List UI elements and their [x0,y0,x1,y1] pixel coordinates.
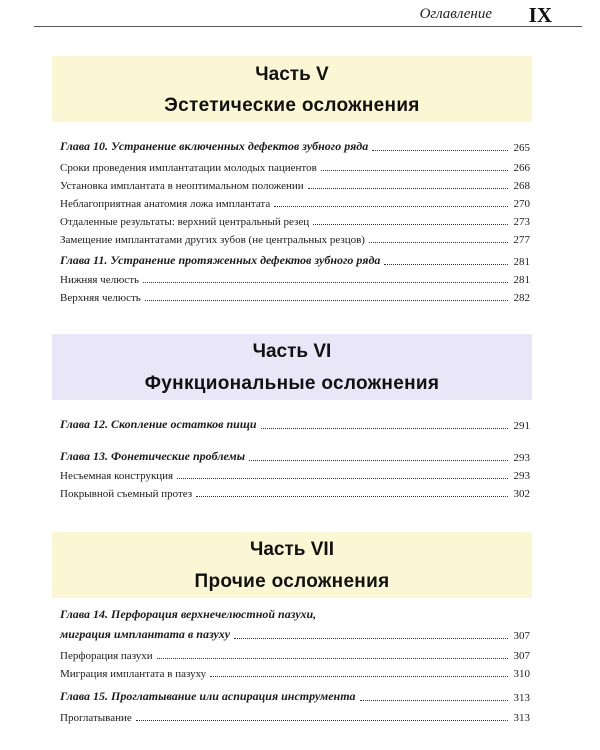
part-title: Прочие осложнения [194,571,390,592]
entry-text: Верхняя челюсть [60,292,141,304]
part-title: Функциональные осложнения [144,373,440,394]
leader-dots [157,658,508,659]
leader-dots [308,188,508,189]
part-vii-banner [52,532,532,598]
toc-chapter-14[interactable] [60,602,530,622]
toc-chapter-11[interactable] [60,248,530,268]
entry-page: 313 [513,692,530,704]
entry-page: 265 [513,142,530,154]
entry-text: Глава 13. Фонетические проблемы [60,449,246,463]
entry-page: 307 [513,650,530,662]
toc-entry[interactable] [60,462,530,482]
header-rule [34,26,582,27]
entry-text: Глава 11. Устранение протяженных дефектов зубного ряда [60,253,381,267]
entry-text: Несъемная конструкция [60,470,174,482]
part-title: Эстетические осложнения [164,95,420,116]
entry-text: Глава 15. Проглатывание или аспирация инструмента [60,689,356,703]
entry-text: Глава 12. Скопление остатков пищи [60,417,257,431]
toc-entry[interactable] [60,172,530,192]
leader-dots [321,170,508,171]
entry-text: Глава 10. Устранение включенных дефектов зубного ряда [60,139,369,153]
entry-page: 268 [513,180,530,192]
toc-entry[interactable] [60,226,530,246]
part-vi-banner [52,334,532,400]
leader-dots [196,496,507,497]
part-label: Часть VI [252,341,332,362]
entry-page: 293 [513,470,530,482]
page-number: IX [528,3,552,27]
leader-dots [136,720,508,721]
entry-text: Отдаленные результаты: верхний центральный резец [60,216,310,228]
toc-chapter-10[interactable] [60,134,530,154]
entry-text: Замещение имплантатами других зубов (не центральных резцов) [60,234,365,246]
entry-page: 307 [513,630,530,642]
entry-text: Проглатывание [60,712,132,724]
entry-page: 266 [513,162,530,174]
leader-dots [384,264,507,265]
toc-entry[interactable] [60,154,530,174]
leader-dots [369,242,508,243]
leader-dots [249,460,507,461]
entry-text: Глава 14. Перфорация верхнечелюстной пазухи, [60,607,317,621]
part-v-banner [52,56,532,122]
toc-entry[interactable] [60,704,530,724]
entry-page: 273 [513,216,530,228]
leader-dots [274,206,507,207]
toc-entry[interactable] [60,190,530,210]
leader-dots [360,700,508,701]
toc-entry[interactable] [60,642,530,662]
toc-chapter-13[interactable] [60,444,530,464]
running-title: Оглавление [419,6,492,22]
toc-chapter-15[interactable] [60,684,530,704]
toc-entry[interactable] [60,266,530,286]
leader-dots [145,300,508,301]
entry-text: Миграция имплантата в пазуху [60,668,207,680]
entry-page: 270 [513,198,530,210]
entry-page: 313 [513,712,530,724]
part-label: Часть V [255,64,329,85]
entry-text: Перфорация пазухи [60,650,153,662]
entry-page: 277 [513,234,530,246]
entry-page: 281 [513,256,530,268]
toc-entry[interactable] [60,284,530,304]
toc-entry[interactable] [60,660,530,680]
entry-text: Установка имплантата в неоптимальном положении [60,180,304,192]
leader-dots [143,282,507,283]
entry-page: 282 [513,292,530,304]
entry-text: Неблагоприятная анатомия ложа имплантата [60,198,271,210]
leader-dots [372,150,507,151]
entry-page: 302 [513,488,530,500]
part-label: Часть VII [250,539,334,560]
entry-page: 281 [513,274,530,286]
entry-page: 293 [513,452,530,464]
leader-dots [210,676,507,677]
leader-dots [234,638,507,639]
entry-text: Нижняя челюсть [60,274,140,286]
toc-entry[interactable] [60,208,530,228]
entry-page: 291 [513,420,530,432]
entry-text: миграция имплантата в пазуху [60,627,231,641]
toc-chapter-14-cont[interactable] [60,622,530,642]
toc-entry[interactable] [60,480,530,500]
leader-dots [313,224,507,225]
leader-dots [261,428,508,429]
entry-text: Сроки проведения имплантатации молодых пациентов [60,162,317,174]
entry-page: 310 [513,668,530,680]
leader-dots [177,478,507,479]
toc-chapter-12[interactable] [60,412,530,432]
entry-text: Покрывной съемный протез [60,488,193,500]
